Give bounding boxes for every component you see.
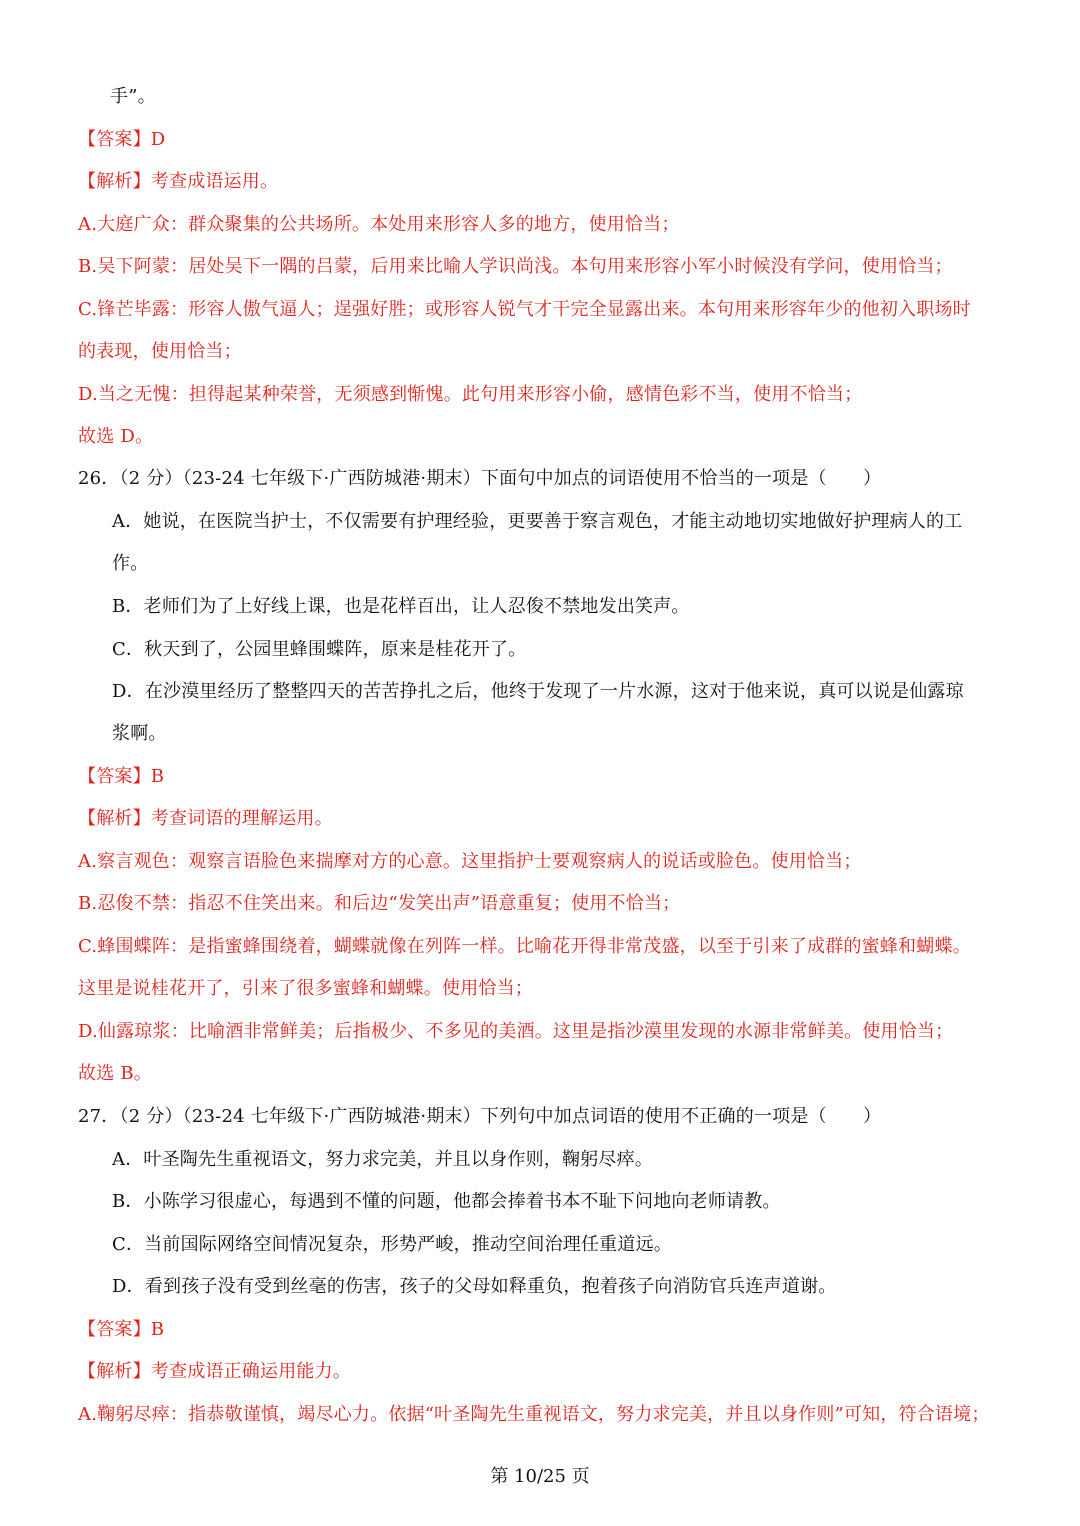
- analysis-label: 【解析】考查词语的理解运用。: [78, 808, 333, 829]
- analysis-line: D.仙露琼浆：比喻酒非常鲜美；后指极少、不多见的美酒。这里是指沙漠里发现的水源非常鲜美。使用恰当；: [78, 1021, 954, 1042]
- analysis-line: B.吴下阿蒙：居处吴下一隅的吕蒙，后用来比喻人学识尚浅。本句用来形容小军小时候没有学问，使用恰当；: [78, 256, 953, 277]
- analysis-line: D.当之无愧：担得起某种荣誉，无须感到惭愧。此句用来形容小偷，感情色彩不当，使用不恰当；: [78, 384, 863, 405]
- question-26: 26．（2 分）（23-24 七年级下·广西防城港·期末）下面句中加点的词语使用不恰当的一项是（ ）: [78, 468, 882, 489]
- conclusion-line: 故选 D。: [78, 426, 154, 447]
- option-line: A．她说，在医院当护士，不仅需要有护理经验，更要善于察言观色，才能主动地切实地做好护理病人的工: [112, 511, 963, 532]
- conclusion-line: 故选 B。: [78, 1063, 152, 1084]
- analysis-line: C.蜂围蝶阵：是指蜜蜂围绕着，蝴蝶就像在列阵一样。比喻花开得非常茂盛，以至于引来了成群的蜜蜂和蝴蝶。: [78, 936, 971, 957]
- option-line: A．叶圣陶先生重视语文，努力求完美，并且以身作则，鞠躬尽瘁。: [112, 1149, 653, 1170]
- analysis-line: A.鞠躬尽瘁：指恭敬谨慎，竭尽心力。依据“叶圣陶先生重视语文，努力求完美，并且以身作则”可知，符合语境；: [78, 1404, 990, 1425]
- answer-label: 【答案】B: [78, 766, 165, 787]
- question-27: 27．（2 分）（23-24 七年级下·广西防城港·期末）下列句中加点词语的使用不正确的一项是（ ）: [78, 1106, 882, 1127]
- option-line: 作。: [112, 553, 149, 574]
- option-line: C．秋天到了，公园里蜂围蝶阵，原来是桂花开了。: [112, 639, 527, 660]
- analysis-line: 的表现，使用恰当；: [78, 341, 242, 362]
- analysis-line: C.锋芒毕露：形容人傲气逼人；逞强好胜；或形容人锐气才干完全显露出来。本句用来形容年少的他初入职场时: [78, 299, 971, 320]
- option-line: 浆啊。: [112, 723, 167, 744]
- answer-label: 【答案】D: [78, 129, 166, 150]
- page-number: 第 10/25 页: [490, 1466, 590, 1487]
- analysis-line: A.察言观色：观察言语脸色来揣摩对方的心意。这里指护士要观察病人的说话或脸色。使用恰当；: [78, 851, 862, 872]
- option-line: D．看到孩子没有受到丝毫的伤害，孩子的父母如释重负，抱着孩子向消防官兵连声道谢。: [112, 1276, 837, 1297]
- option-line: B．老师们为了上好线上课，也是花样百出，让人忍俊不禁地发出笑声。: [112, 596, 690, 617]
- text-line: 手”。: [110, 86, 156, 107]
- analysis-label: 【解析】考查成语运用。: [78, 171, 279, 192]
- answer-label: 【答案】B: [78, 1319, 165, 1340]
- analysis-line: B.忍俊不禁：指忍不住笑出来。和后边“发笑出声”语意重复；使用不恰当；: [78, 893, 681, 914]
- analysis-line: 这里是说桂花开了，引来了很多蜜蜂和蝴蝶。使用恰当；: [78, 978, 533, 999]
- option-line: C．当前国际网络空间情况复杂，形势严峻，推动空间治理任重道远。: [112, 1234, 672, 1255]
- option-line: B．小陈学习很虚心，每遇到不懂的问题，他都会捧着书本不耻下问地向老师请教。: [112, 1191, 781, 1212]
- analysis-label: 【解析】考查成语正确运用能力。: [78, 1361, 351, 1382]
- analysis-line: A.大庭广众：群众聚集的公共场所。本处用来形容人多的地方，使用恰当；: [78, 214, 680, 235]
- option-line: D．在沙漠里经历了整整四天的苦苦挣扎之后，他终于发现了一片水源，这对于他来说，真可以说是仙露琼: [112, 681, 964, 702]
